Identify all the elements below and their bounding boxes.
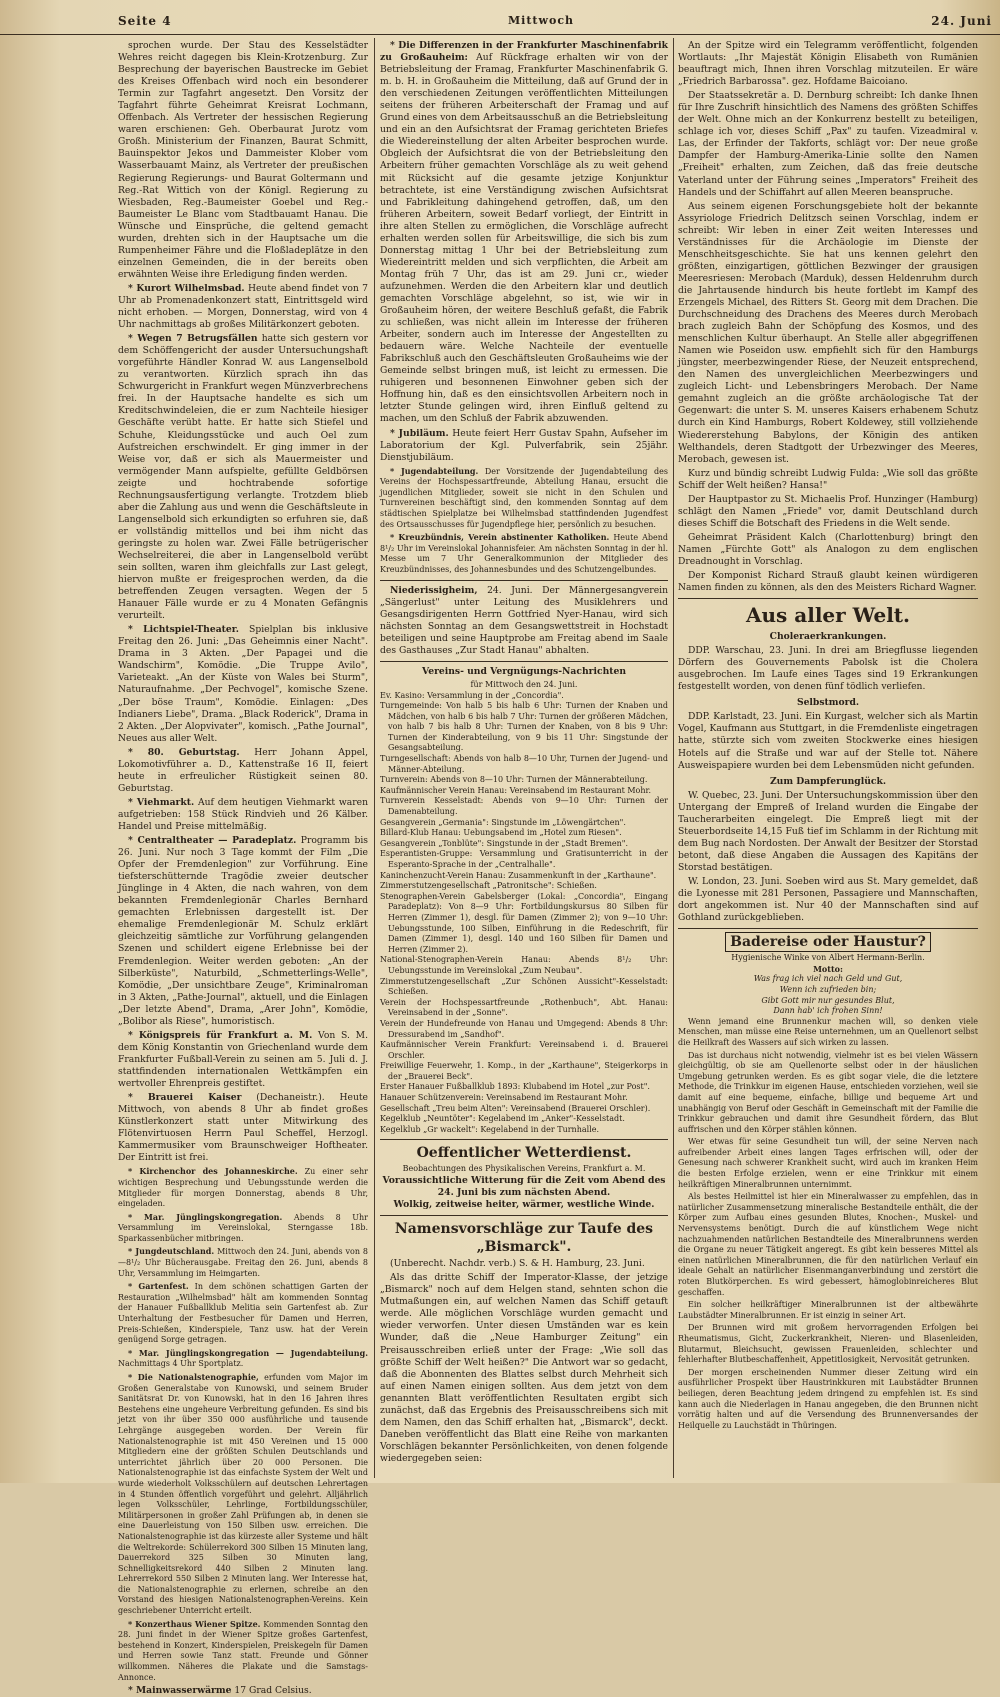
listing-entry: Turngemeinde: Von halb 5 bis halb 6 Uhr: Turnen der Knaben und Mädchen, von halb 6 bis halb 7 Uhr: Turnen der größeren Mädchen, von halb 7 bis halb 8 Uhr: Turnen der Knaben, von 8 bis 9 Uhr: Turnen der Kinderabteilung, von 9 bis 11 Uhr: Singstunde der Gesangsabteilung. — [380, 701, 668, 753]
article-text: Als bestes Heilmittel ist hier ein Mineralwasser zu empfehlen, das in natürlicher Zusammensetzung mineralische Bestandteile enthält, die der Körper zum Aufbau eines gesunden Blutes, Knochen-, Muskel- und Nervensystems benötigt. Durch die auf künstlichem Wege nicht nachzuahmenden natürlichen Bestandteile des Mineralbrunnens werden die Organe zu neuer Tätigkeit angeregt. Es gibt kein besseres Mittel als einen natürlichen Mineralbrunnen, die für den natürlichen Verlauf ein ideale Gehalt an natürlicher Eisenmanganverbindung und zerstört die roten Blutkörperchen. Es wird gebessert, hämoglobinreicheres Blut geschaffen. — [678, 1192, 978, 1297]
listing-entry: Gesangverein „Germania": Singstunde im „Löwengärtchen". — [380, 817, 626, 827]
verse-line: Was frag ich viel nach Geld und Gut, — [753, 974, 903, 984]
verse-line: Gibt Gott mir nur gesundes Blut, — [761, 995, 895, 1005]
column-divider — [673, 38, 674, 1478]
article — [118, 1246, 368, 1279]
column-divider — [374, 38, 375, 1478]
listing-entry: Kaufmännischer Verein Frankfurt: Vereinsabend i. d. Brauerei Orschler. — [380, 1040, 668, 1060]
listing-entry: Stenographen-Verein Gabelsberger (Lokal: „Concordia", Eingang Paradeplatz): Von 8—9 Uhr: Fortbildungskursus 80 Silben für Herren (Zimmer 1), desgl. für Damen (Zimmer 2); von 9—10 Uhr: Uebungsstunde, 100 Silben, Einführung in die Redeschrift, für Damen (Zimmer 1), desgl. 140 und 160 Silben für Damen und Herren (Zimmer 2). — [380, 891, 668, 954]
article — [118, 283, 368, 331]
article — [118, 1092, 368, 1164]
forecast-heading: Voraussichtliche Witterung für die Zeit vom Abend des 24. Juni bis zum nächsten Abend. — [382, 1175, 666, 1199]
listing-entry: Turnverein: Abends von 8—10 Uhr: Turnen der Männerabteilung. — [380, 775, 648, 785]
section-title: Aus aller Welt. — [745, 603, 910, 628]
subsection-title: Selbstmord. — [796, 697, 860, 709]
article-text: Aus seinem eigenen Forschungsgebiete holt der bekannte Assyriologe Friedrich Delitzsch seinen Vorschlag, indem er schreibt: Wir leben in einer Zeit weiten Interesses und Verständnisses für die Archäologie im Dienste der Menschheitsgeschichte. Sie hat uns kennen gelehrt den größten, einzigartigen, göttlichen Bezwinger der grausigen Meeresriesen: Merobach (Marduk), dessen Heldenruhm durch die Jahrtausende hindurch bis heute fortlebt im Kampf des Erzengels Michael, des Ritters St. Georg mit dem Drachen. Die Durchschneidung des Drachens des Meeres durch Merobach brach zugleich Bahn der Schöpfung des Kosmos, und des menschlichen Kultur überhaupt. An Stelle aller abgegriffenen Namen wie Poseidon usw. empfiehlt sich für den Hamburgs jüngster, meerbezwingender Riese, der Neuzeit entsprechend, den Namen des unvergleichlichen Meerbezwingers und zugleich Licht- und Lebensbringers Merobach. Der Name gemahnt zugleich an die größte archäologische Tat der Gegenwart: die unter S. M. unseres Kaisers erhabenem Schutz durch ein Kind Hamburgs, Robert Koldewey, still vollziehende Wiedererstehung Babylons, der Königin des antiken Welthandels, deren Stadtgott der Urbezwinger des Meeres, Merobach, gewesen ist. — [678, 200, 978, 465]
article-text: Kommenden Sonntag den 28. Juni findet in der Wiener Spitze großes Gartenfest, bestehend in Konzert, Kinderspielen, Preiskegeln für Damen und Herren sowie Tanz statt. Freunde und Gönner willkommen. Näheres die Plakate und die Samstags-Annonce. — [118, 1619, 368, 1682]
listing-entry: Turnverein Kesselstadt: Abends von 9—10 Uhr: Turnen der Damenabteilung. — [380, 796, 668, 817]
article-text: In dem schönen schattigen Garten der Restauration „Wilhelmsbad" hält am kommenden Sonntag der Hanauer Fußballklub Melitia sein Gartenfest ab. Zur Unterhaltung der Festbesucher für Damen und Herren, Preis-Schießen, Kinderspiele, Tanz usw. hat der Verein genügend Sorge getragen. — [118, 1282, 368, 1345]
article-heading: Niederissigheim, — [390, 584, 478, 596]
article-heading: * Mar. Jünglingskongregation — Jugendabteilung. — [128, 1347, 368, 1358]
listing-entry: Kaninchenzucht-Verein Hanau: Zusammenkunft in der „Karthaune". — [380, 870, 657, 880]
article-heading: * Kreuzbündnis, Verein abstinenter Katholiken. — [390, 532, 610, 543]
listing-entry: Zimmerstutzengesellschaft „Zur Schönen Aussicht"-Kesselstadt: Schießen. — [380, 976, 668, 997]
separator — [678, 598, 978, 599]
article-text: sprochen wurde. Der Stau des Kesselstädter Wehres reicht dagegen bis Klein-Krotzenburg. Zur Besprechung der bayerischen Baustrecke im Gebiet des Kreises Offenbach wird noch ein besonderer Termin zur Tagfahrt angesetzt. Den Vorsitz der Tagfahrt führte Geheimrat Kreisrat Lochmann, Offenbach. Als Vertreter der hessischen Regierung waren erschienen: Geh. Oberbaurat Jurotz vom Großh. Ministerium der Finanzen, Baurat Schmitt, Bauinspektor Jekos und Dammeister Klober vom Wasserbauamt Mainz, als Vertreter der preußischen Regierung Regierungs- und Baurat Goltermann und Reg.-Rat Wittich von der Königl. Regierung zu Wiesbaden, Reg.-Baumeister Goebel und Reg.-Baumeister Le Blanc vom Stadtbauamt Hanau. Die Wünsche und Einsprüche, die geltend gemacht wurden, drehten sich in der Hauptsache um die Rumpenheimer Fähre und die Floßladeplätze in den einzelnen Gemeinden, die in der bereits oben erwähnten Weise ihre Erledigung finden werden. — [118, 40, 368, 280]
article — [118, 1281, 368, 1346]
article-heading: * Kurort Wilhelmsbad. — [128, 282, 245, 294]
verse-line: Dann hab' ich frohen Sinn! — [773, 1006, 883, 1016]
article-heading: * Brauerei Kaiser — [128, 1092, 242, 1104]
separator — [380, 661, 668, 662]
article-text: Geheimrat Präsident Kalch (Charlottenburg) bringt den Namen „Fürchte Gott" als Analogon zu dem englischen Dreadnought in Vorschlag. — [678, 531, 978, 567]
article — [118, 747, 368, 795]
article — [118, 1685, 368, 1697]
article-text: Auf Rückfrage erhalten wir von der Betriebsleitung der Framag, Frankfurter Maschinenfabrik G. m. b. H. in Großauheim die Mitteilung, daß auf Grund der in den verschiedenen Zeitungen veröffentlichten Mitteilungen seitens der früheren Arbeiterschaft der Framag und auf Grund eines von dem Arbeitsausschuß an die Betriebsleitung und ein an den Aufsichtsrat der Framag gerichteten Briefes die Wiedereinstellung der alten Arbeiter besprochen wurde. Obgleich der Aufsichtsrat die von der Betriebsleitung den Arbeitern früher gemachten Vorschläge als zu weit gehend mit Rücksicht auf die gesamte jetzige Konjunktur betrachtete, ist eine Verständigung zwischen Aufsichtsrat und Fabrikleitung dahingehend getroffen, daß, um den früheren Arbeitern, soweit Bedarf vorliegt, der Eintritt in ihre alten Stellen zu ermöglichen, die Vorschläge aufrecht erhalten werden sollen für Arbeitswillige, die sich bis zum Donnerstag mittag 1 Uhr bei der Betriebsleitung zum Wiedereintritt melden und sich verpflichten, die Arbeit am Montag früh 7 Uhr, das ist am 29. Juni cr., wieder aufzunehmen. Werden die den Arbeitern klar und deutlich gemachten Vorschläge abgelehnt, so ist, wie wir in Großauheim hören, der weitere Beschluß gefaßt, die Fabrik zu schließen, was nicht allein im Interesse der früheren Arbeiter, sondern auch im Interesse der Angestellten zu bedauern wäre. Welche Nachteile der eventuelle Fabrikschluß auch den Geschäftsleuten Großauheims wie der Gemeinde selbst bringen muß, ist leicht zu ermessen. Die ruhigeren und besonnenen Einwohner geben sich der Hoffnung hin, daß es den einsichtsvollen Arbeitern noch in letzter Stunde gelingen wird, ihren Einfluß geltend zu machen, um den Schluß der Fabrik abzuwenden. — [380, 52, 668, 425]
article — [380, 466, 668, 531]
article-text: Herr Johann Appel, Lokomotivführer a. D., Kattenstraße 16 II, feiert heute in erfreulicher Rüstigkeit seinen 80. Geburtstag. — [118, 746, 368, 794]
article — [118, 1166, 368, 1209]
article-heading: * Lichtspiel-Theater. — [128, 624, 239, 636]
listing-entry: Zimmerstutzengesellschaft „Patronitsche": Schießen. — [380, 881, 597, 891]
article-text: Kurz und bündig schreibt Ludwig Fulda: „Wie soll das größte Schiff der Welt heißen? Hansa!" — [678, 467, 978, 491]
article-heading: * Kirchenchor des Johanneskirche. — [128, 1166, 298, 1177]
article-heading: * 80. Geburtstag. — [128, 746, 240, 758]
article-text: Spielplan bis inklusive Freitag den 26. Juni: „Das Geheimnis einer Nacht". Drama in 3 Akten. „Der Papagei und die Wandschirm", Komödie. „Die Truppe Avilo", Varieteakt. „An der Küste von Wales bei Sturm", Naturaufnahme. „Der Pechvogel", komische Szene. „Der böse Traum", Komödie. Einlagen: „Des Indianers Liebe", Drama. „Black Roderick", Drama in 2 Akten. „Der Alopvivater", komisch. „Pathe Journal", Neues aus aller Welt. — [118, 624, 369, 744]
article-text: Mittwoch den 24. Juni, abends von 8—8¹/₂ Uhr Bücherausgabe. Freitag den 26. Juni, abends 8 Uhr, Versammlung im Heimgarten. — [118, 1247, 368, 1278]
article-heading: * Die Nationalstenographie, — [128, 1372, 259, 1382]
section-subtitle: Beobachtungen des Physikalischen Vereins, Frankfurt a. M. — [402, 1164, 646, 1174]
weekday: Mittwoch — [508, 14, 575, 27]
article-heading: * Mar. Jünglingskongregation. — [128, 1211, 283, 1222]
listing-entry: Esperantisten-Gruppe: Versammlung und Gratisunterricht in der Esperanto-Sprache in der „Centralhalle". — [380, 849, 668, 869]
section-title: Vereins- und Vergnügungs-Nachrichten — [421, 665, 627, 677]
article-text: 17 Grad Celsius. — [234, 1685, 312, 1697]
article-heading: * Gartenfest. — [128, 1281, 189, 1292]
listing-entry: National-Stenographen-Verein Hanau: Abends 8¹/₂ Uhr: Uebungsstunde im Vereinslokal „Zum Neubau". — [380, 955, 668, 975]
article-heading: * Viehmarkt. — [128, 796, 195, 808]
subsection-title: Zum Dampferunglück. — [769, 775, 887, 787]
listing-entry: Freiwillige Feuerwehr, 1. Komp., in der „Karthaune", Steigerkorps in der „Brauerei Beck". — [380, 1061, 668, 1081]
article-text: An der Spitze wird ein Telegramm veröffentlicht, folgenden Wortlauts: „Ihr Majestät Königin Elisabeth von Rumänien beauftragt mich, Ihnen ihren Vorschlag mitzuteilen. Er wäre „Friedrich Barbarossa". gez. Hofdame Baicoiano. — [678, 40, 978, 88]
issue-date: 24. Juni — [931, 14, 992, 28]
article-text: DDP. Warschau, 23. Juni. In drei am Briegflusse liegenden Dörfern des Gouvernements Pabolsk ist die Cholera ausgebrochen. Im Laufe eines Tages sind 19 Erkrankungen festgestellt worden, von denen fünf tödlich verliefen. — [678, 645, 978, 693]
section-title: Namensvorschläge zur Taufe des „Bismarck". — [394, 1221, 654, 1256]
article-heading: * Konzerthaus Wiener Spitze. — [128, 1618, 261, 1629]
article-heading: * Die Differenzen in der Frankfurter Maschinenfabrik zu Großauheim: — [380, 40, 668, 64]
article-text: Der Staatssekretär a. D. Dernburg schreibt: Ich danke Ihnen für Ihre Zuschrift hinsichtlich des Namens des größten Schiffes der Welt. Ohne mich an der Konkurrenz bestellt zu beteiligen, schlage ich vor, dieses Schiff „Pax" zu taufen. Vizeadmiral v. Las, der Erfinder der Takforts, schlägt vor: Der neue große Dampfer der Hamburg-Amerika-Linie sollte den Namen „Freiheit" erhalten, zum Zeichen, daß das freie deutsche Vaterland unter der Führung seines „Imperators" Freiheit des Handels und der Schiffahrt auf allen Meeren beanspruche. — [678, 90, 978, 198]
article-text: erfunden vom Major im Großen Generalstabe von Kunowski, und seinem Bruder Sanitätsrat Dr. von Kunowski, hat in den 16 Jahren ihres Bestehens eine ungeheure Verbreitung gefunden. Es sind bis jetzt von ihr über 350 000 ausführliche und tausende Lehrgänge ausgegeben worden. Der Verein für Nationalstenographie ist mit 450 Vereinen und 15 000 Mitgliedern eine der größten Schulen Deutschlands und unterrichtet jährlich über 20 000 Personen. Die Nationalstenographie ist das einfachste System der Welt und wurde wiederholt Volksschülern auf deutschen Lehrertagen in 4 Stunden öffentlich vorgeführt und gelehrt. Alljährlich legen Volksschüler, Lehrlinge, Fortbildungsschüler, Militärpersonen in großer Zahl Prüfungen ab, in denen sie eine Dauerleistung von 150 Silben usw. erreichen. Die Nationalstenographie ist das kürzeste aller Systeme und hält die Weltrekorde: Schülerrekord 300 Silben 15 Minuten lang, Dauerrekord 325 Silben 30 Minuten lang, Schnelligkeitsrekord 440 Silben 2 Minuten lang. Lehrerrekord 550 Silben 2 Minuten lang. Wer Interesse hat, die Nationalstenographie zu erlernen, schreibe an den Vorstand des hiesigen Nationalstenographen-Vereins. Kein geschriebener Unterricht erteilt. — [118, 1373, 369, 1616]
listing-entry: Billard-Klub Hanau: Uebungsabend im „Hotel zum Riesen". — [380, 828, 622, 838]
article — [118, 1030, 368, 1090]
article-text: Als das dritte Schiff der Imperator-Klasse, der jetzige „Bismarck" noch auf dem Helgen stand, sehnten schon die Mutmaßungen ein, auf welchen Namen das Schiff getauft werde. Alle möglichen Vorschläge wurden gemacht und wieder verworfen. Unter diesen Umständen war es kein Wunder, daß die „Neue Hamburger Zeitung" ein Preisausschreiben erließ unter der Frage: „Wie soll das größte Schiff der Welt heißen?" Die Antwort war so gedacht, daß die Abonnenten des Blattes selbst durch Mehrheit sich auf einen Namen einigen sollten. Aus dem jetzt von dem genannten Blatt veröffentlichten Resultaten ergibt sich zunächst, daß das Ergebnis des Preisausschreibens sich mit dem Namen, den das Schiff erhalten hat, „Bismarck", deckt. Daneben veröffentlicht das Blatt eine Reihe von markanten Vorschlägen bekannter Persönlichkeiten, von denen folgende wiedergegeben seien: — [380, 1272, 668, 1464]
article-text: Ein solcher heilkräftiger Mineralbrunnen ist der altbewährte Laubstädter Mineralbrunnen. Er ist einzig in seiner Art. — [678, 1300, 978, 1320]
article-text: Der Brunnen wird mit großem hervorragenden Erfolgen bei Rheumatismus, Gicht, Zuckerkrankheit, Nieren- und Blasenleiden, Blutarmut, Bleichsucht, gewissen Frauenleiden, schlechter und fehlerhafter Blutbeschaffenheit, Appetitlosigkeit, Nervosität getrunken. — [678, 1323, 978, 1365]
section-title — [678, 933, 978, 951]
article-text: Heute feiert Herr Gustav Spahn, Aufseher im Laboratorium der Kgl. Pulverfabrik, sein 25jähr. Dienstjubiläum. — [380, 427, 668, 463]
listing-entry: Verein der Hochspessartfreunde „Rothenbuch", Abt. Hanau: Vereinsabend in der „Sonne". — [380, 997, 668, 1018]
article — [380, 532, 668, 575]
listing-entry: Kegelklub „Neuntöter": Kegelabend im „Anker"-Kesselstadt. — [380, 1114, 625, 1124]
dateline: (Unberecht. Nachdr. verb.) S. & H. Hamburg, 23. Juni. — [390, 1258, 645, 1270]
article-text: Das ist durchaus nicht notwendig, vielmehr ist es bei vielen Wässern gleichgültig, ob sie am Quellenorte selbst oder in der häuslichen Umgebung getrunken werden. Es es gibt sogar viele, die die letztere Methode, die Trinkkur im eigenen Hause, entschieden vorziehen, weil sie damit auf eine bequeme, einfache, billige und bequeme Art und unabhängig von Beruf oder Geschäft in Gemeinschaft mit der Familie die Trinkkur gebrauchen und damit ihre Gesundheit fördern, das Blut auffrischen und den Körper stählen können. — [678, 1050, 978, 1134]
article-text: Wer etwas für seine Gesundheit tun will, der seine Nerven nach aufreibender Arbeit eines langen Tages erfrischen will, oder der Genesung nach schwerer Krankheit sucht, wird auch im kranken Heim die besten Erfolge erzielen, wenn er eine Trinkkur mit einem heilkräftigen Mineralbrunnen unternimmt. — [678, 1137, 978, 1189]
separator — [380, 1215, 668, 1216]
listing-entry: Gesellschaft „Treu beim Alten": Vereinsabend (Brauerei Orschler). — [380, 1103, 651, 1113]
article-text: Zu einer sehr wichtigen Besprechung und Uebungsstunde werden die Mitglieder für morgen Donnerstag, abends 8 Uhr, eingeladen. — [118, 1167, 368, 1209]
listing-entry: Erster Hanauer Fußballklub 1893: Klubabend im Hotel „zur Post". — [380, 1082, 650, 1092]
listing-entry: Ev. Kasino: Versammlung in der „Concordia". — [380, 690, 564, 700]
listing-entry: Kegelklub „Gr wackelt": Kegelabend in der Turnhalle. — [380, 1124, 600, 1134]
forecast-text: Wolkig, zeitweise heiter, wärmer, westliche Winde. — [393, 1199, 655, 1211]
separator — [380, 1139, 668, 1140]
event-listing — [380, 691, 668, 1136]
page-number: Seite 4 — [118, 14, 172, 28]
article-text: Der Vorsitzende der Jugendabteilung des Vereins der Hochspessartfreunde, Abteilung Hanau, ersucht die jugendlichen Mitglieder, soweit sie nicht in den Schulen und Turnvereinen beschäftigt sind, den kommenden Sonntag auf dem städtischen Spielplatze bei Wilhelmsbad stattfindenden Jugendfest des Ortsausschusses für Jugendpflege hier, persönlich zu besuchen. — [380, 466, 668, 529]
article — [380, 40, 668, 426]
article-text: Wenn jemand eine Brunnenkur machen will, so denken viele Menschen, man müsse eine Reise unternehmen, um an Quellenort selbst die Heilkraft des Wassers auf sich wirken zu lassen. — [678, 1016, 978, 1047]
article-text: Der Hauptpastor zu St. Michaelis Prof. Hunzinger (Hamburg) schlägt den Namen „Friede" vor, damit Deutschland durch dieses Schiff die Botschaft des Friedens in die Welt sende. — [678, 493, 978, 529]
listing-entry: Verein der Hundefreunde von Hanau und Umgegend: Abends 8 Uhr: Dressurabend im „Sandhof". — [380, 1018, 668, 1039]
boxed-title: Badereise oder Haustur? — [725, 932, 931, 952]
article-heading: * Königspreis für Frankfurt a. M. — [128, 1029, 313, 1041]
article-text: Der Komponist Richard Strauß glaubt keinen würdigeren Namen finden zu können, als den des Meisters Richard Wagner. — [678, 570, 978, 594]
column-2 — [380, 40, 668, 1476]
page-header — [0, 0, 1000, 35]
motto-label: Motto: — [813, 963, 843, 974]
article-heading: * Wegen 7 Betrugsfällen — [128, 333, 258, 345]
listing-entry: Kaufmännischer Verein Hanau: Vereinsabend im Restaurant Mohr. — [380, 785, 651, 795]
article — [118, 797, 368, 833]
article-heading: * Centraltheater — Paradeplatz. — [128, 835, 297, 847]
article-text: W. London, 23. Juni. Soeben wird aus St. Mary gemeldet, daß die Lyonesse mit 281 Personen, Passagiere und Mannschaften, dort angekommen ist. Nur 40 der Mannschaften sind auf Gothland zurückgeblieben. — [678, 876, 978, 924]
article — [380, 428, 668, 464]
article-text: Abends 8 Uhr Versammlung im Vereinslokal, Sterngasse 18b. Sparkassenbücher mitbringen. — [118, 1212, 369, 1243]
article-text: 24. Juni. Der Männergesangverein „Sängerlust" unter Leitung des Musiklehrers und Gesangsdirigenten Herrn Gottfried Nyer-Hanau, wird sich nächsten Sonntag an dem Gesangswettstreit in Hochstadt beteiligen und seine Hauptprobe am Freitag abend im Saale des Gasthauses „Zur Stadt Hanau" abhalten. — [380, 584, 668, 656]
section-subtitle: Hygienische Winke von Albert Hermann-Berlin. — [731, 953, 925, 963]
column-3 — [678, 40, 978, 1476]
listing-entry: Hanauer Schützenverein: Vereinsabend im Restaurant Mohr. — [380, 1093, 628, 1103]
verse-line: Wenn ich zufrieden bin; — [779, 984, 877, 994]
separator — [380, 580, 668, 581]
article-text: Programm bis 26. Juni. Nur noch 3 Tage kommt der Film „Die Opfer der Fremdenlegion" zur Vorführung. Eine tiefsterschütternde Tragödie zweier deutscher Jünglinge in 4 Akten, die nach wahren, von dem bekannten Fremdenlegionär Charles Bernhard gemachten Erlebnissen dargestellt ist. Der ehemalige Fremdenlegionär M. Schulz erklärt gleichzeitig sämtliche zur Vorführung gelangenden Szenen und schildert eigene Erlebnisse bei der Fremdenlegion. Weiter werden geboten: „An der Silberküste", Naturbild, „Schmetterlings-Welle", Komödie, „Der unsichtbare Zeuge", Kriminalroman in 3 Akten, „Pathe-Journal", aktuell, und die Einlagen „Der letzte Abend", Drama, „Arer John", Komödie, „Bolibor als Riese", humoristisch. — [118, 835, 369, 1027]
article-heading: * Jungdeutschland. — [128, 1246, 215, 1257]
article — [118, 333, 368, 622]
article-text: Nachmittags 4 Uhr Sportplatz. — [118, 1359, 244, 1369]
listing-entry: Gesangverein „Tonblüte": Singstunde in der „Stadt Bremen". — [380, 838, 629, 848]
separator — [678, 928, 978, 929]
article-text: Heute Abend 8¹/₂ Uhr im Vereinslokal Johannisfeier. Am nächsten Sonntag in der hl. Messe um 7 Uhr Generalkommunion der Mitglieder des Kreuzbündnisses, des Johannesbundes und des Schutzengelbundes. — [380, 533, 668, 574]
article — [118, 624, 368, 744]
article-heading: * Jugendabteilung. — [390, 465, 479, 476]
article — [118, 1372, 368, 1617]
article-text: (Dechaneistr.). Heute Mittwoch, von abends 8 Uhr ab findet großes Künstlerkonzert statt unter Mitwirkung des Flötenvirtuosen Herrn Paul Scheffel, Herzogl. Kammermusiker vom Braunschweiger Hoftheater. Der Eintritt ist frei. — [118, 1092, 368, 1164]
article-text: Auf dem heutigen Viehmarkt waren aufgetrieben: 158 Stück Rindvieh und 26 Kälber. Handel und Preise mittelmäßig. — [118, 796, 369, 832]
article — [118, 1348, 368, 1370]
article — [118, 1212, 368, 1245]
article-text: W. Quebec, 23. Juni. Der Untersuchungskommission über den Untergang der Empreß of Ireland wurden die Eingabe der Taucherarbeiten eingelegt. Die Empreß liegt mit der Steuerbordseite 14,15 Fuß tief im Schlamm in der Richtung mit dem Bug nach Nordosten. Der Anwalt der Besitzer der Storstad betont, daß diese Angaben die Aussagen des Kapitäns der Storstad bestätigen. — [678, 789, 978, 873]
article-text: Heute abend findet von 7 Uhr ab Promenadenkonzert statt, Eintrittsgeld wird nicht erhoben. — Morgen, Donnerstag, wird von 4 Uhr nachmittags ab großes Militärkonzert geboten. — [118, 282, 369, 331]
article — [118, 835, 368, 1028]
article-heading: * Mainwasserwärme — [128, 1685, 232, 1697]
column-1 — [118, 40, 369, 1697]
article — [380, 585, 668, 657]
section-title: Oeffentlicher Wetterdienst. — [416, 1145, 632, 1162]
article-text: Von S. M. dem König Konstantin von Griechenland wurde dem Frankfurter Fußball-Verein zu seinen am 5. Juli d. J. stattfindenden internationalen Wettkämpfen ein wertvoller Ehrenpreis gestiftet. — [118, 1029, 368, 1089]
article-text: DDP. Karlstadt, 23. Juni. Ein Kurgast, welcher sich als Martin Vogel, Kaufmann aus Stuttgart, in die Fremdenliste eingetragen hatte, stürzte sich vom zweiten Stockwerke eines hiesigen Hotels auf die Straße und war auf der Stelle tot. Nähere Ausweispapiere wurden bei dem Lebensmüden nicht gefunden. — [678, 711, 978, 771]
article-text: hatte sich gestern vor dem Schöffengericht der ausder Untersuchungshaft vorgeführte Händler Konrad W. aus Langenselbold zu verantworten. Kürzlich sprach ihn das Schwurgericht in Frankfurt wegen Münzverbrechens frei. In der Hauptsache handelte es sich um Kreditschwindeleien, die er zum Nachteile hiesiger Geschäfte verübt hatte. Er hatte sich Stiefel und Schuhe, Kleidungsstücke und auch Oel zum Aufstreichen erschwindelt. Er ging immer in der Weise vor, daß er sich als Mauermeister und vermögender Mann aufspielte, gefüllte Geldbörsen zeigte und hochtrabende sofortige Rechnungsausfertigung verlangte. Trotzdem blieb aber die Zahlung aus und wenn die Geschäftsleute in Langenselbold sich erkundigten so erfuhren sie, daß er vollständig mittellos und bei ihm nicht das geringste zu holen war. Zwei Fälle betrügerischer Wechselreiterei, die aber in Langenselbold verübt sein sollten, waren ihm gleichfalls zur Last gelegt, hiervon mußte er freigesprochen werden, da die betreffenden Zeugen versagten. Wegen der 5 Hanauer Fälle wurde er zu 4 Monaten Gefängnis verurteilt. — [118, 333, 369, 622]
article-heading: * Jubiläum. — [390, 427, 449, 439]
subsection-title: Choleraerkrankungen. — [769, 631, 887, 643]
listing-entry: Turngesellschaft: Abends von halb 8—10 Uhr, Turnen der Jugend- und Männer-Abteilung. — [380, 754, 668, 774]
article-text: Der morgen erscheinenden Nummer dieser Zeitung wird ein ausführlicher Prospekt über Haustrinkkuren mit Laubstädter Brunnen beiliegen, deren Beachtung jedem dringend zu empfehlen ist. Es sind kann auch die Niederlagen in Hanau angegeben, die den Brunnen nicht vorrätig halten und auf die Versendung des Brunnenversandes der Heilquelle zu Lauchstädt in Thüringen. — [678, 1367, 978, 1430]
section-subtitle: für Mittwoch den 24. Juni. — [470, 679, 578, 689]
article — [118, 1619, 368, 1684]
